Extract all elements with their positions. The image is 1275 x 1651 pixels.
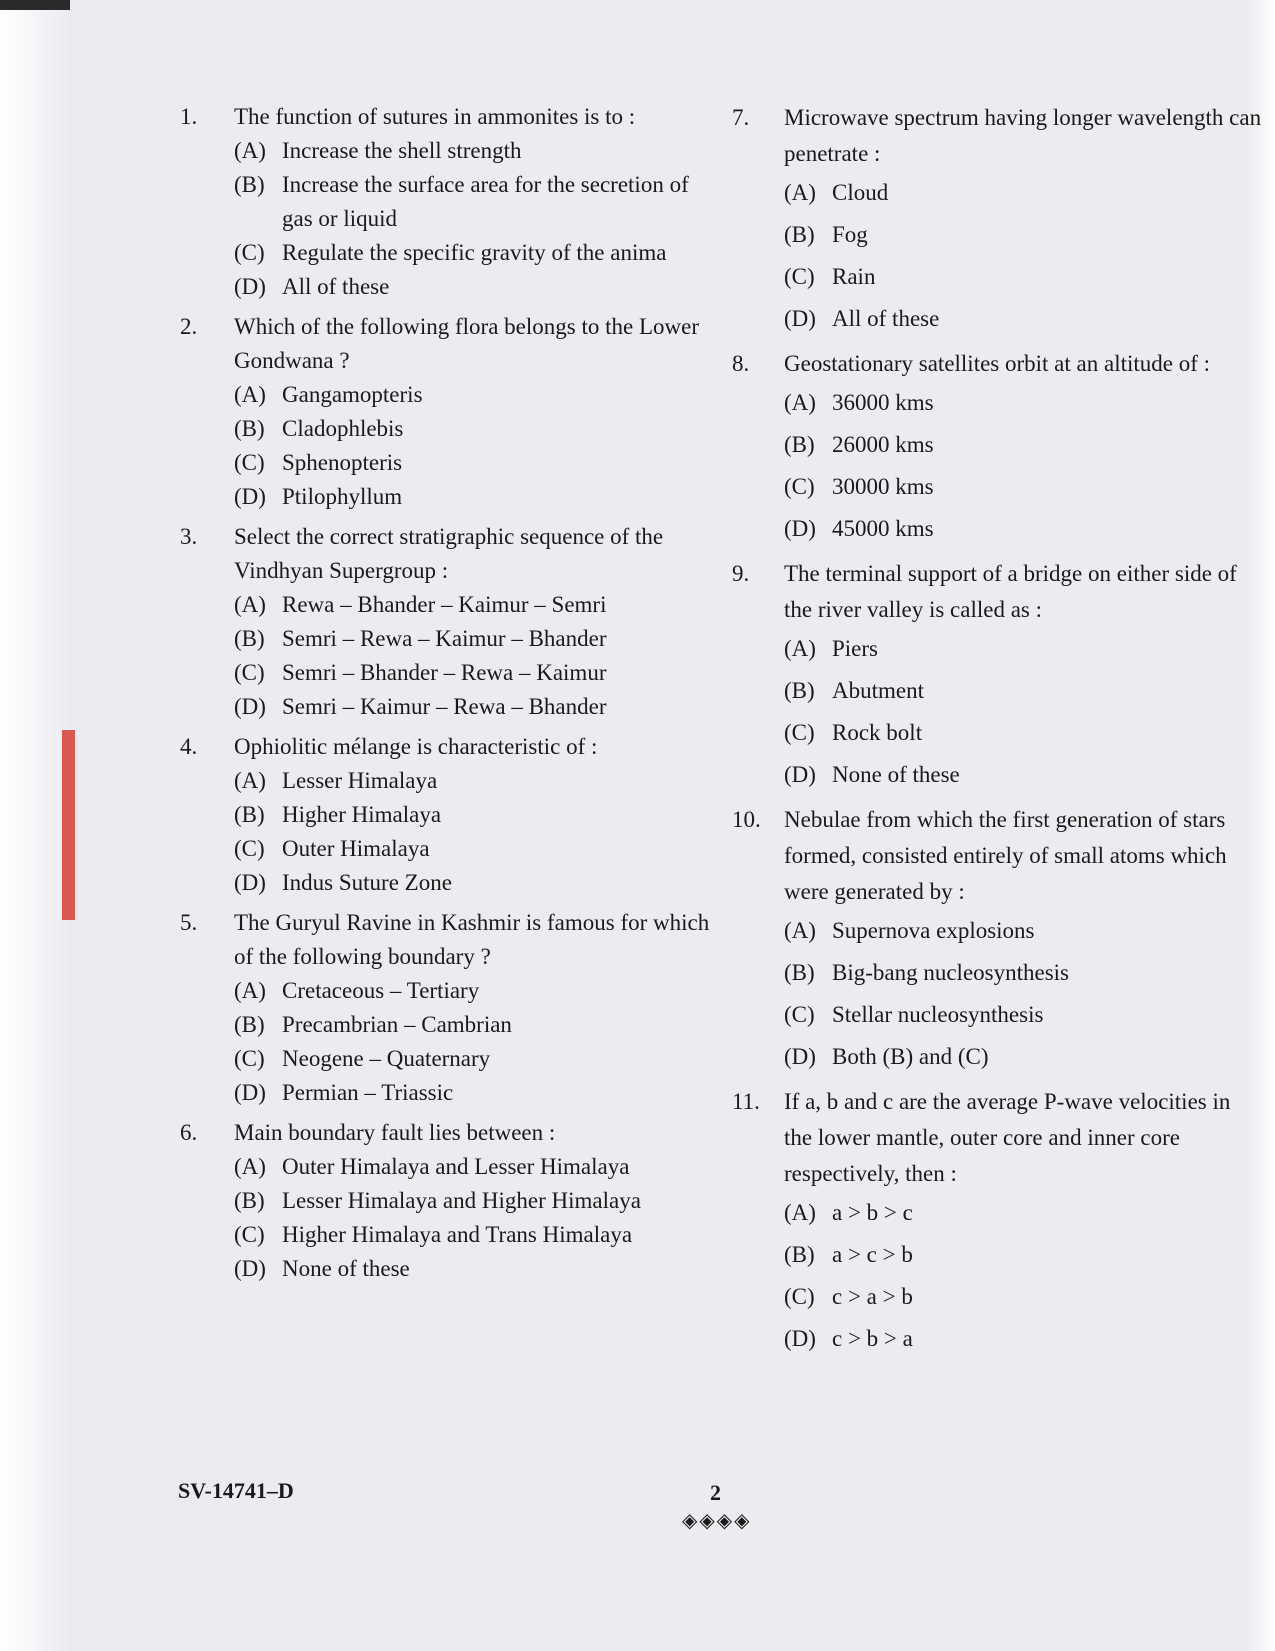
option-letter: (B) [234,1012,265,1037]
scan-edge-top [0,0,70,10]
option-letter: (C) [784,474,815,499]
answer-option [234,480,710,514]
option-letter: (C) [784,1002,815,1027]
answer-option [784,910,1262,952]
option-letter: (B) [784,432,815,457]
question-number: 3. [180,524,198,549]
question-number: 9. [732,561,750,586]
question [732,346,1262,550]
option-letter: (D) [784,516,816,541]
question-stem [732,346,1262,382]
option-text: Fog [832,222,868,247]
option-text: c > a > b [832,1284,913,1309]
answer-option [234,764,710,798]
option-letter: (D) [234,1256,266,1281]
question-stem [732,100,1262,172]
option-letter: (D) [784,1326,816,1351]
answer-option [234,622,710,656]
option-text: Indus Suture Zone [282,870,452,895]
answer-option [784,1234,1262,1276]
option-text: Higher Himalaya and Trans Himalaya [282,1222,633,1247]
option-text: Cloud [832,180,889,205]
answer-option [234,588,710,622]
option-text: Semri – Kaimur – Rewa – Bhander [282,694,607,719]
answer-option [784,1318,1262,1360]
answer-option [784,994,1262,1036]
answer-option [234,412,710,446]
option-text: Rain [832,264,876,289]
option-letter: (D) [784,306,816,331]
option-letter: (A) [784,1200,816,1225]
question [732,556,1262,796]
option-text: 36000 kms [832,390,934,415]
question [732,802,1262,1078]
option-text: Higher Himalaya [282,802,442,827]
option-text: 45000 kms [832,516,934,541]
option-text: Cladophlebis [282,416,404,441]
option-letter: (B) [784,678,815,703]
question-text: Geostationary satellites orbit at an altitude of : [784,351,1211,376]
question-number: 1. [180,104,198,129]
option-letter: (D) [234,1080,266,1105]
option-text: Neogene – Quaternary [282,1046,491,1071]
question-text: Nebulae from which the first generation of stars formed, consisted entirely of small atoms which were generated by : [784,807,1227,904]
question [180,100,710,304]
question-text: The Guryul Ravine in Kashmir is famous for which of the following boundary ? [234,910,710,969]
question-stem [180,906,710,974]
answer-option [784,1036,1262,1078]
option-letter: (B) [234,802,265,827]
red-binding-tab [62,730,75,920]
answer-option [234,1008,710,1042]
option-text: Semri – Rewa – Kaimur – Bhander [282,626,607,651]
option-text: a > c > b [832,1242,913,1267]
answer-option [234,690,710,724]
answer-option [234,446,710,480]
answer-option [784,214,1262,256]
option-letter: (A) [234,382,266,407]
question-number: 4. [180,734,198,759]
option-text: c > b > a [832,1326,913,1351]
option-text: Permian – Triassic [282,1080,454,1105]
answer-option [234,378,710,412]
answer-option [784,1276,1262,1318]
question [732,100,1262,340]
question-number: 7. [732,105,750,130]
option-text: 26000 kms [832,432,934,457]
page-number: 2 [710,1480,721,1505]
answer-option [784,952,1262,994]
option-letter: (C) [234,450,265,475]
answer-option [784,298,1262,340]
option-letter: (B) [234,626,265,651]
option-letter: (D) [234,870,266,895]
question-stem [732,1084,1262,1192]
option-letter: (A) [234,138,266,163]
option-letter: (D) [234,274,266,299]
option-text: Both (B) and (C) [832,1044,989,1069]
question-text: Select the correct stratigraphic sequence of the Vindhyan Supergroup : [234,524,664,583]
option-text: Big-bang nucleosynthesis [832,960,1069,985]
answer-option [234,134,710,168]
question-number: 11. [732,1089,760,1114]
option-letter: (B) [234,172,265,197]
option-letter: (B) [234,416,265,441]
option-letter: (A) [784,918,816,943]
question-text: Which of the following flora belongs to the Lower Gondwana ? [234,314,699,373]
question-stem [180,520,710,588]
answer-option [234,1252,710,1286]
option-text: None of these [282,1256,410,1281]
option-text: Abutment [832,678,924,703]
option-text: Supernova explosions [832,918,1035,943]
question-stem [180,730,710,764]
option-text: Cretaceous – Tertiary [282,978,480,1003]
option-text: Stellar nucleosynthesis [832,1002,1044,1027]
question-text: The function of sutures in ammonites is to : [234,104,636,129]
option-letter: (C) [234,660,265,685]
answer-option [234,974,710,1008]
option-text: Piers [832,636,878,661]
question-number: 10. [732,807,761,832]
answer-option [784,754,1262,796]
answer-option [784,628,1262,670]
question [180,730,710,900]
question-stem [180,100,710,134]
option-text: Semri – Bhander – Rewa – Kaimur [282,660,607,685]
answer-option [784,712,1262,754]
option-text: Rewa – Bhander – Kaimur – Semri [282,592,607,617]
option-text: a > b > c [832,1200,913,1225]
option-letter: (B) [784,1242,815,1267]
option-letter: (D) [784,1044,816,1069]
right-question-column [732,100,1262,1366]
answer-option [234,832,710,866]
option-letter: (C) [784,264,815,289]
question [180,1116,710,1286]
option-letter: (B) [784,960,815,985]
option-letter: (A) [784,390,816,415]
option-text: Sphenopteris [282,450,403,475]
option-text: Increase the surface area for the secretion of gas or liquid [282,172,689,231]
option-text: Regulate the specific gravity of the anima [282,240,667,265]
scan-edge-left [0,0,70,1651]
option-letter: (C) [234,836,265,861]
option-letter: (C) [784,1284,815,1309]
option-text: Ptilophyllum [282,484,403,509]
answer-option [234,1218,710,1252]
option-letter: (C) [234,240,265,265]
option-text: None of these [832,762,960,787]
option-letter: (C) [234,1046,265,1071]
answer-option [234,236,710,270]
answer-option [784,382,1262,424]
option-text: Outer Himalaya and Lesser Himalaya [282,1154,630,1179]
footer-ornament: ◈◈◈◈ [682,1510,752,1532]
answer-option [784,466,1262,508]
question [180,520,710,724]
answer-option [784,424,1262,466]
question-stem [732,556,1262,628]
answer-option [234,1150,710,1184]
question [732,1084,1262,1360]
answer-option [784,1192,1262,1234]
question-stem [732,802,1262,910]
question-text: Ophiolitic mélange is characteristic of : [234,734,598,759]
option-letter: (A) [234,768,266,793]
question-number: 5. [180,910,198,935]
option-letter: (A) [234,978,266,1003]
option-letter: (A) [234,1154,266,1179]
answer-option [234,866,710,900]
option-letter: (D) [234,694,266,719]
question-text: Microwave spectrum having longer wavelength can penetrate : [784,105,1262,166]
answer-option [234,270,710,304]
option-letter: (A) [234,592,266,617]
option-letter: (D) [784,762,816,787]
option-text: Precambrian – Cambrian [282,1012,512,1037]
option-text: All of these [832,306,940,331]
option-letter: (C) [784,720,815,745]
question [180,310,710,514]
question-number: 2. [180,314,198,339]
answer-option [784,670,1262,712]
answer-option [234,656,710,690]
option-letter: (B) [784,222,815,247]
left-question-column [180,100,710,1292]
option-text: Rock bolt [832,720,923,745]
option-letter: (B) [234,1188,265,1213]
question-text: Main boundary fault lies between : [234,1120,556,1145]
option-text: All of these [282,274,390,299]
answer-option [784,508,1262,550]
question-number: 6. [180,1120,198,1145]
option-letter: (A) [784,180,816,205]
answer-option [234,1042,710,1076]
answer-option [234,1076,710,1110]
answer-option [784,256,1262,298]
option-text: Increase the shell strength [282,138,522,163]
question-stem [180,1116,710,1150]
option-letter: (D) [234,484,266,509]
paper-code: SV-14741–D [178,1478,294,1503]
answer-option [234,1184,710,1218]
question [180,906,710,1110]
option-text: Outer Himalaya [282,836,430,861]
option-letter: (C) [234,1222,265,1247]
question-number: 8. [732,351,750,376]
option-text: Lesser Himalaya [282,768,438,793]
question-text: The terminal support of a bridge on either side of the river valley is called as : [784,561,1237,622]
option-text: 30000 kms [832,474,934,499]
option-text: Gangamopteris [282,382,423,407]
option-letter: (A) [784,636,816,661]
question-stem [180,310,710,378]
question-text: If a, b and c are the average P-wave velocities in the lower mantle, outer core and inner core respectively, then : [784,1089,1231,1186]
option-text: Lesser Himalaya and Higher Himalaya [282,1188,641,1213]
answer-option [234,798,710,832]
answer-option [234,168,710,236]
answer-option [784,172,1262,214]
